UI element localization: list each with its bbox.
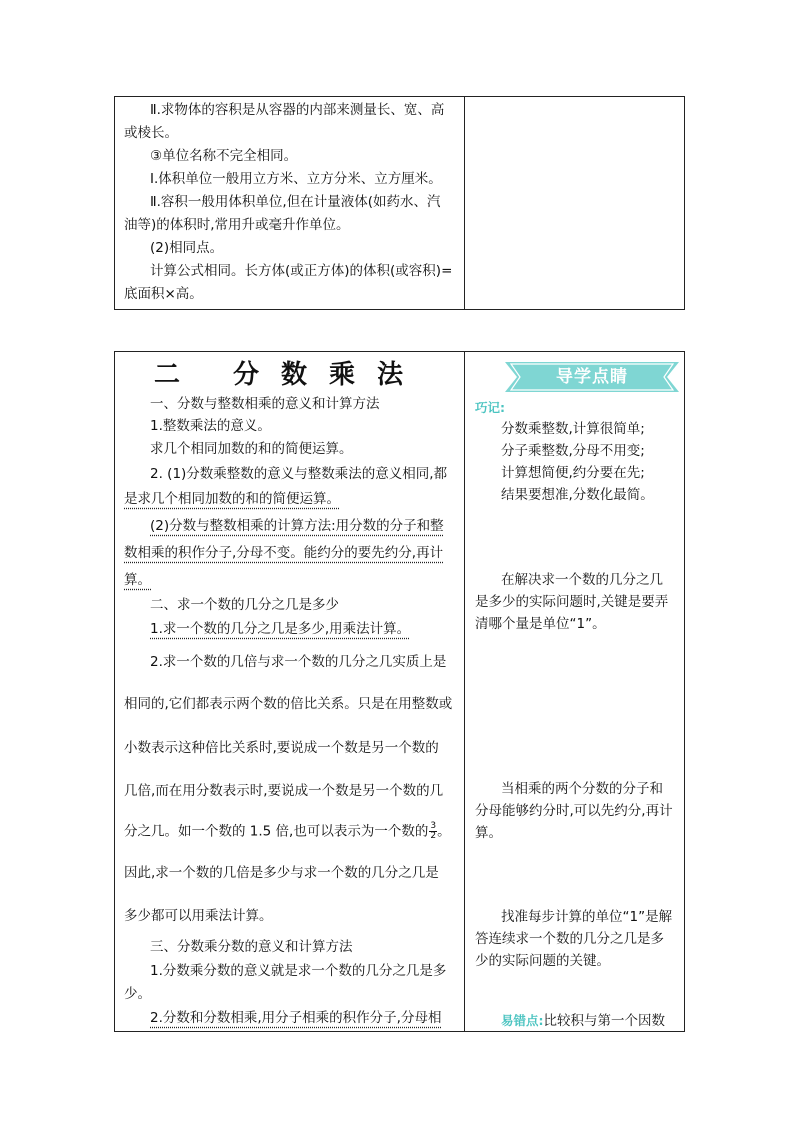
chapter-title: 二 分数乘法	[153, 360, 426, 390]
text-line: 2.分数和分数相乘,用分子相乘的积作分子,分母相	[150, 1010, 442, 1026]
text-line	[124, 822, 451, 841]
rhyme-line: 分数乘整数,计算很简单;	[501, 421, 645, 437]
text-line: 底面积×高。	[124, 286, 203, 302]
tip-line: 分母能够约分时,可以先约分,再计	[475, 803, 673, 819]
text-line: 小数表示这种倍比关系时,要说成一个数是另一个数的	[124, 740, 439, 756]
continuation-table	[114, 96, 685, 310]
text-line: 因此,求一个数的几倍是多少与求一个数的几分之几是	[124, 865, 439, 881]
text-segment: 。	[437, 823, 451, 840]
text-line: 2. (1)分数乘整数的意义与整数乘法的意义相同,都	[150, 466, 448, 482]
text-line: 算。	[124, 572, 151, 588]
tip-line: 答连续求一个数的几分之几是多	[475, 931, 664, 947]
section-heading: 三、分数乘分数的意义和计算方法	[150, 939, 353, 955]
text-line: 数相乘的积作分子,分母不变。能约分的要先约分,再计	[124, 545, 444, 561]
tip-line: 是多少的实际问题时,关键是要弄	[475, 594, 669, 610]
text-line: (2)相同点。	[150, 240, 224, 256]
column-divider	[464, 352, 465, 1031]
qiaoji-label: 巧记:	[475, 400, 505, 415]
tip-line: 算。	[475, 825, 502, 841]
section-heading: 一、分数与整数相乘的意义和计算方法	[150, 396, 380, 412]
text-line: 1.整数乘法的意义。	[150, 418, 271, 434]
text-line: Ⅱ.求物体的容积是从容器的内部来测量长、宽、高	[150, 102, 445, 118]
tip-line: 当相乘的两个分数的分子和	[501, 781, 663, 797]
text-line: 几倍,而在用分数表示时,要说成一个数是另一个数的几	[124, 783, 444, 799]
text-segment: 分之几。如一个数的 1.5 倍,也可以表示为一个数的	[124, 823, 429, 840]
rhyme-line: 分子乘整数,分母不用变;	[501, 443, 645, 459]
text-line: (2)分数与整数相乘的计算方法:用分数的分子和整	[150, 518, 444, 534]
text-line: 求几个相同加数的和的简便运算。	[150, 441, 353, 457]
text-line: 相同的,它们都表示两个数的倍比关系。只是在用整数或	[124, 696, 453, 712]
column-divider	[464, 97, 465, 309]
text-line: 1.分数乘分数的意义就是求一个数的几分之几是多	[150, 963, 447, 979]
text-line: Ⅱ.容积一般用体积单位,但在计量液体(如药水、汽	[150, 194, 441, 210]
fraction-three-halves	[429, 822, 437, 841]
text-line: 2.求一个数的几倍与求一个数的几分之几实质上是	[150, 654, 447, 670]
fraction-denominator: 2	[430, 831, 437, 841]
fraction-multiplication-table	[114, 351, 685, 1032]
fraction-numerator: 3	[430, 821, 437, 831]
tip-line: 少的实际问题的关键。	[475, 953, 610, 969]
guide-banner	[505, 362, 679, 392]
rhyme-line: 计算想简便,约分要在先;	[501, 465, 645, 481]
yicuo-label: 易错点:	[501, 1013, 544, 1028]
yicuo-text: 比较积与第一个因数	[543, 1013, 665, 1029]
text-line: 是求几个相同加数的和的简便运算。	[124, 491, 340, 507]
text-line: 计算公式相同。长方体(或正方体)的体积(或容积)=	[150, 263, 453, 279]
tip-line: 找准每步计算的单位“1”是解	[501, 909, 673, 925]
text-line: Ⅰ.体积单位一般用立方米、立方分米、立方厘米。	[150, 171, 442, 187]
tip-line: 清哪个量是单位“1”。	[475, 616, 606, 632]
text-line: 少。	[124, 986, 151, 1002]
text-line: 或棱长。	[124, 125, 178, 141]
text-line: 油等)的体积时,常用升或毫升作单位。	[124, 217, 350, 233]
text-line: ③单位名称不完全相同。	[150, 148, 298, 164]
tip-line: 在解决求一个数的几分之几	[501, 572, 663, 588]
text-line: 1.求一个数的几分之几是多少,用乘法计算。	[150, 621, 411, 637]
section-heading: 二、求一个数的几分之几是多少	[150, 597, 339, 613]
yicuo-line	[501, 1012, 665, 1030]
rhyme-line: 结果要想准,分数化最简。	[501, 487, 654, 503]
banner-title: 导学点睛	[556, 367, 628, 387]
text-line: 多少都可以用乘法计算。	[124, 908, 273, 924]
